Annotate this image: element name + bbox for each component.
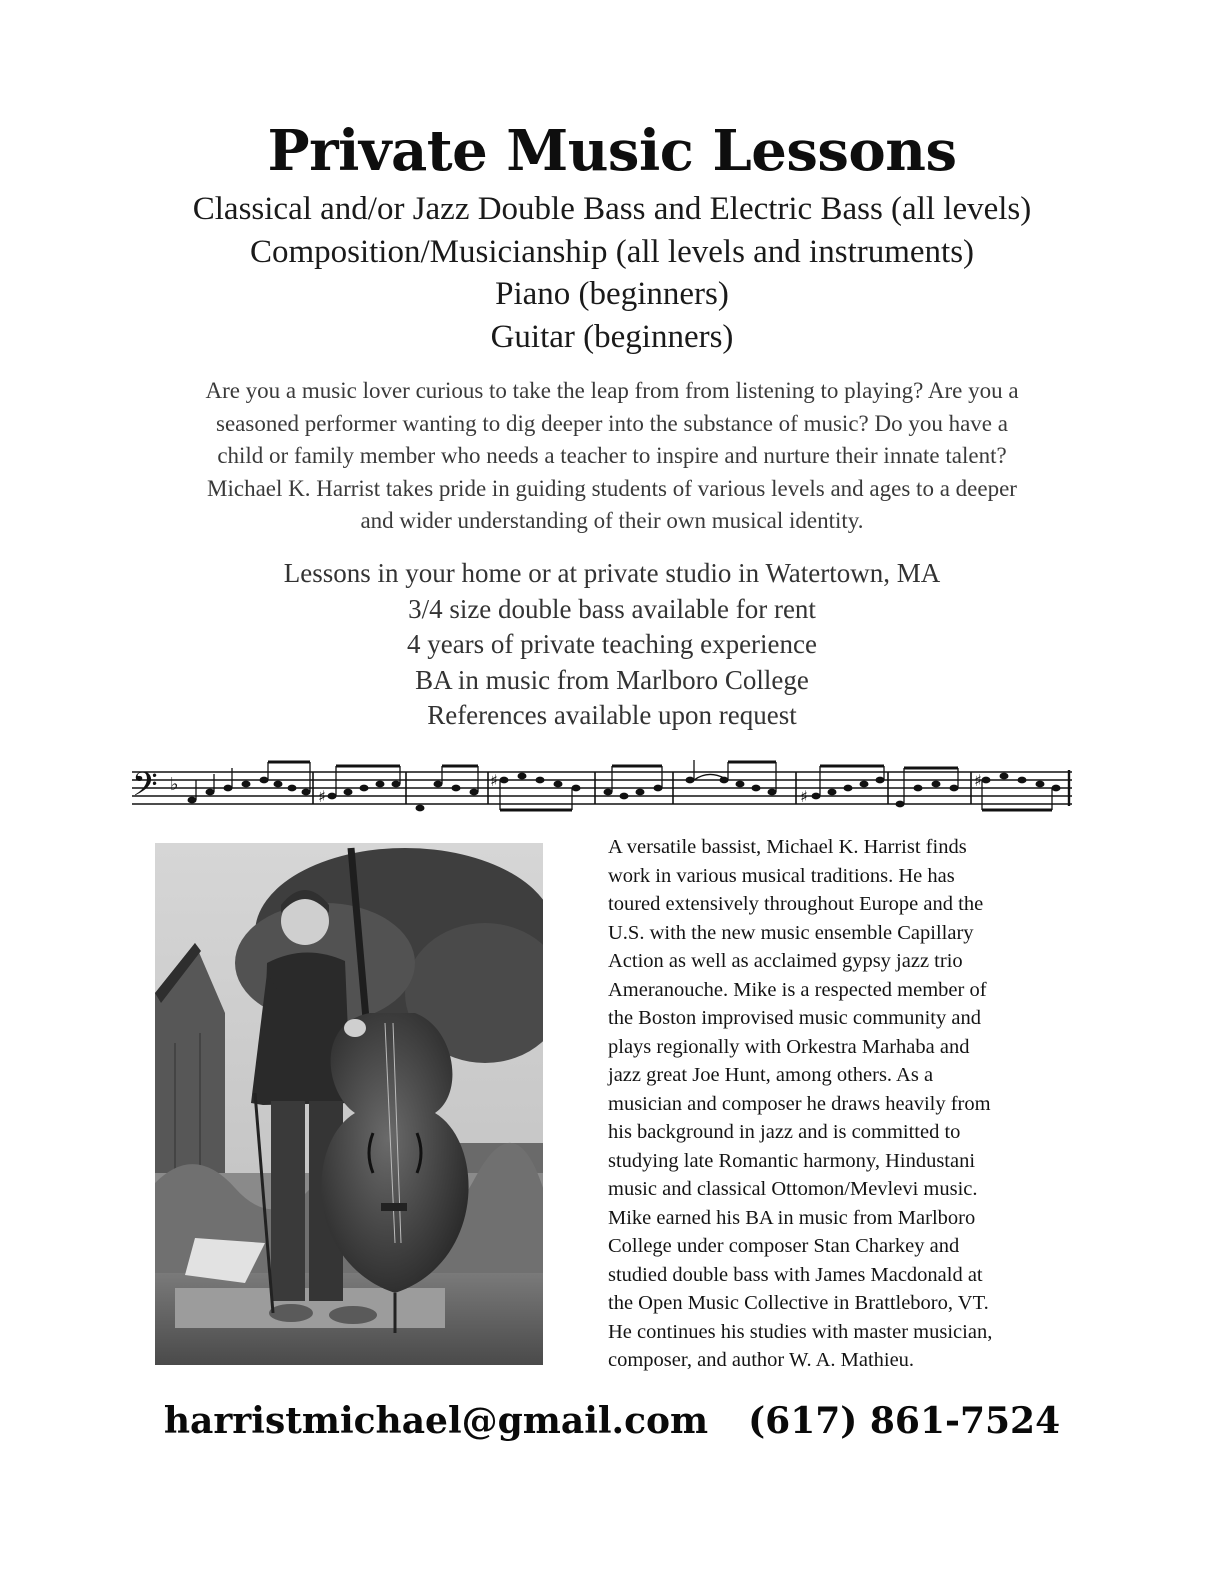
contact-phone[interactable]: (617) 861-7524 bbox=[748, 1400, 1061, 1442]
offering-line: Composition/Musicianship (all levels and instruments) bbox=[249, 233, 975, 270]
bio-line: toured extensively throughout Europe and the bbox=[608, 893, 984, 915]
bio-line: A versatile bassist, Michael K. Harrist finds bbox=[608, 836, 967, 858]
intro-line: Are you a music lover curious to take the leap from from listening to playing? Are you a bbox=[205, 378, 1019, 403]
intro-paragraph bbox=[140, 375, 1084, 538]
svg-text:♯: ♯ bbox=[490, 771, 498, 790]
svg-text:♯: ♯ bbox=[318, 787, 326, 806]
svg-text:♯: ♯ bbox=[800, 787, 808, 806]
bio-line: College under composer Stan Charkey and bbox=[608, 1235, 960, 1257]
bio-line: He continues his studies with master musician, bbox=[608, 1320, 993, 1343]
intro-line: and wider understanding of their own musical identity. bbox=[360, 508, 864, 533]
bio-line: Mike earned his BA in music from Marlboro bbox=[608, 1206, 976, 1229]
fact-line: 3/4 size double bass available for rent bbox=[408, 593, 816, 624]
offering-line: Guitar (beginners) bbox=[490, 318, 734, 355]
offering-line: Classical and/or Jazz Double Bass and Electric Bass (all levels) bbox=[192, 191, 1032, 227]
offering-line: Piano (beginners) bbox=[495, 276, 729, 312]
bio-line: Action as well as acclaimed gypsy jazz trio bbox=[608, 950, 963, 972]
bio-line: the Boston improvised music community and bbox=[608, 1007, 981, 1029]
contact-email[interactable]: harristmichael@gmail.com bbox=[163, 1400, 709, 1442]
music-staff-illustration bbox=[128, 752, 1078, 822]
bio-line: the Open Music Collective in Brattleboro, VT. bbox=[608, 1292, 989, 1314]
contact-info bbox=[0, 1396, 1224, 1446]
fact-line: BA in music from Marlboro College bbox=[415, 664, 809, 695]
bio-line: musician and composer he draws heavily from bbox=[608, 1092, 991, 1115]
intro-line: Michael K. Harrist takes pride in guiding students of various levels and ages to a deeper bbox=[207, 475, 1017, 501]
bio-line: music and classical Ottomon/Mevlevi music. bbox=[608, 1178, 978, 1200]
flat-sign-icon: ♭ bbox=[170, 774, 179, 795]
bio-line: studying late Romantic harmony, Hindustani bbox=[608, 1149, 976, 1172]
bio-line: studied double bass with James Macdonald at bbox=[608, 1263, 983, 1286]
bio-paragraph bbox=[608, 833, 1078, 1375]
lesson-offerings bbox=[0, 188, 1224, 358]
bio-line: Ameranouche. Mike is a respected member of bbox=[608, 978, 987, 1001]
bio-line: jazz great Joe Hunt, among others. As a bbox=[608, 1064, 934, 1086]
intro-line: child or family member who needs a teacher to inspire and nurture their innate talent? bbox=[217, 443, 1007, 468]
bio-line: plays regionally with Orkestra Marhaba and bbox=[608, 1035, 970, 1058]
page-title: Private Music Lessons bbox=[267, 118, 957, 184]
bio-line: his background in jazz and is committed to bbox=[608, 1121, 961, 1143]
staff-lines bbox=[132, 772, 1072, 804]
fact-line: References available upon request bbox=[427, 700, 797, 730]
fact-line: 4 years of private teaching experience bbox=[406, 629, 818, 659]
svg-text:♯: ♯ bbox=[974, 771, 982, 790]
intro-line: seasoned performer wanting to dig deeper into the substance of music? Do you have a bbox=[216, 410, 1008, 436]
bio-line: composer, and author W. A. Mathieu. bbox=[608, 1349, 915, 1371]
musician-photo bbox=[155, 843, 543, 1365]
bio-line: work in various musical traditions. He has bbox=[608, 864, 955, 887]
bass-clef-icon: 𝄢 bbox=[132, 766, 158, 812]
lesson-facts bbox=[0, 556, 1224, 734]
fact-line: Lessons in your home or at private studio in Watertown, MA bbox=[283, 558, 941, 588]
bio-line: U.S. with the new music ensemble Capillary bbox=[608, 921, 974, 944]
